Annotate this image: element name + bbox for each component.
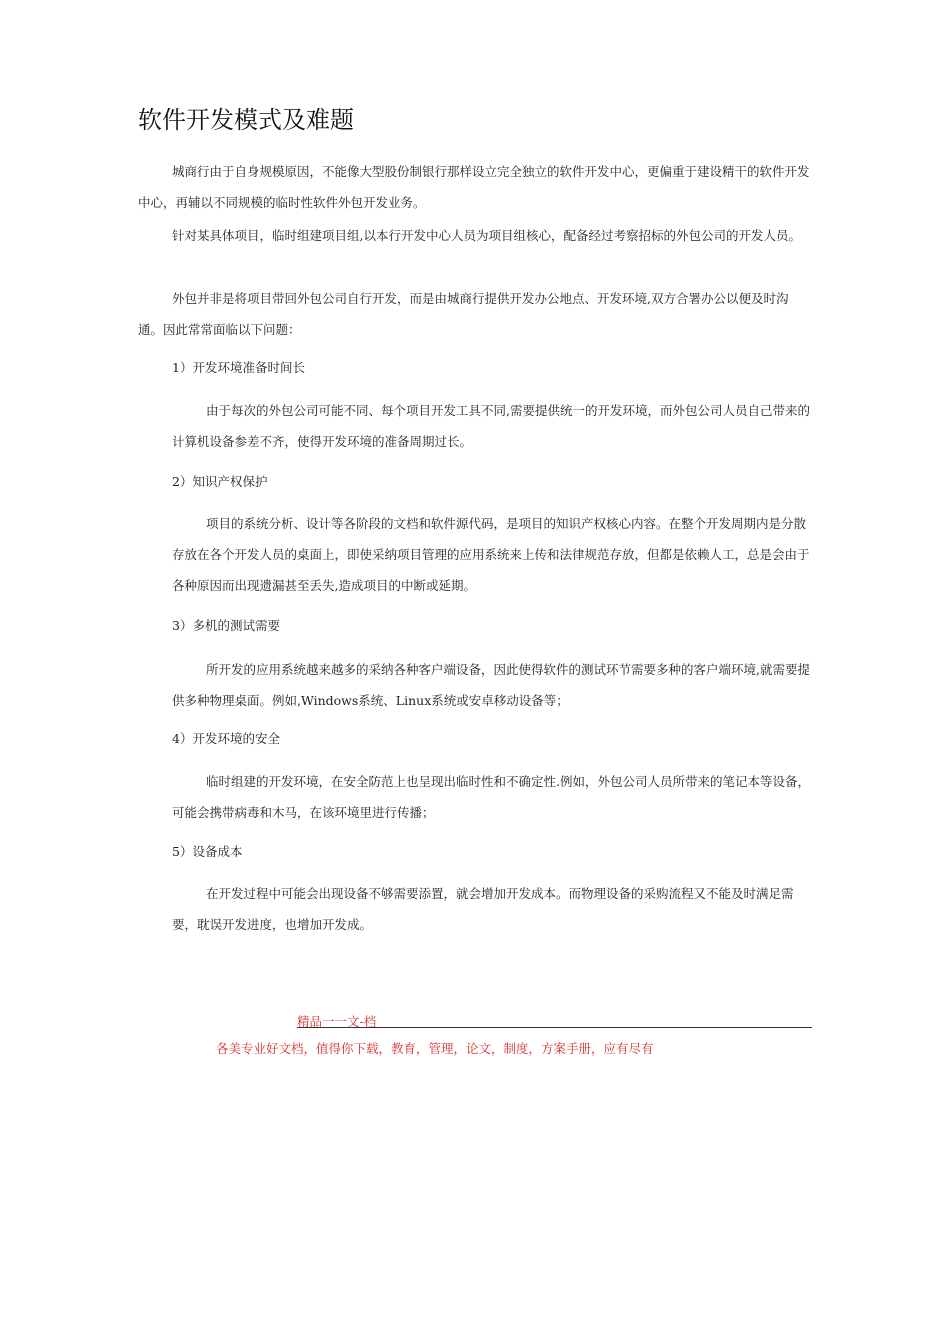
section-body-4: 临时组建的开发环境，在安全防范上也呈现出临时性和不确定性.例如，外包公司人员所带来的笔记本等设备，可能会携带病毒和木马，在该环境里进行传播；	[172, 774, 810, 820]
section-heading-3: 3）多机的测试需要	[172, 618, 280, 633]
section-body-2: 项目的系统分析、设计等各阶段的文档和软件源代码，是项目的知识产权核心内容。在整个开发周期内是分散存放在各个开发人员的桌面上，即使采纳项目管理的应用系统来上传和法律规范存放，但都是依赖人工，总是会由于各种原因而出现遗漏甚至丢失,造成项目的中断或延期。	[172, 516, 810, 593]
section-heading-1: 1）开发环境准备时间长	[172, 360, 305, 375]
section-heading-4: 4）开发环境的安全	[172, 731, 280, 746]
intro-paragraph-3: 外包并非是将项目带回外包公司自行开发，而是由城商行提供开发办公地点、开发环境,双方合署办公以便及时沟通。因此常常面临以下问题：	[138, 291, 789, 337]
footer-brand-text: 精品一一文-档	[297, 1014, 377, 1029]
footer-divider	[297, 1027, 812, 1028]
intro-paragraph-1: 城商行由于自身规模原因，不能像大型股份制银行那样设立完全独立的软件开发中心，更偏重于建设精干的软件开发中心，再辅以不同规模的临时性软件外包开发业务。	[138, 164, 810, 210]
footer-slogan-text: 各美专业好文档，值得你下载，教育，管理，论文，制度，方案手册，应有尽有	[216, 1041, 654, 1056]
page-title: 软件开发模式及难题	[138, 106, 354, 134]
intro-paragraph-2: 针对某具体项目，临时组建项目组,以本行开发中心人员为项目组核心，配备经过考察招标的外包公司的开发人员。	[172, 228, 801, 243]
section-body-5: 在开发过程中可能会出现设备不够需要添置，就会增加开发成本。而物理设备的采购流程又不能及时满足需要，耽误开发进度，也增加开发成。	[172, 886, 794, 932]
section-heading-5: 5）设备成本	[172, 844, 243, 859]
section-body-1: 由于每次的外包公司可能不同、每个项目开发工具不同,需要提供统一的开发环境，而外包公司人员自己带来的计算机设备参差不齐，使得开发环境的准备周期过长。	[172, 403, 810, 449]
section-heading-2: 2）知识产权保护	[172, 474, 268, 489]
section-body-3: 所开发的应用系统越来越多的采纳各种客户端设备，因此使得软件的测试环节需要多种的客户端环境,就需要提供多种物理桌面。例如,Windows系统、Linux系统或安卓移动设备等；	[172, 662, 810, 708]
